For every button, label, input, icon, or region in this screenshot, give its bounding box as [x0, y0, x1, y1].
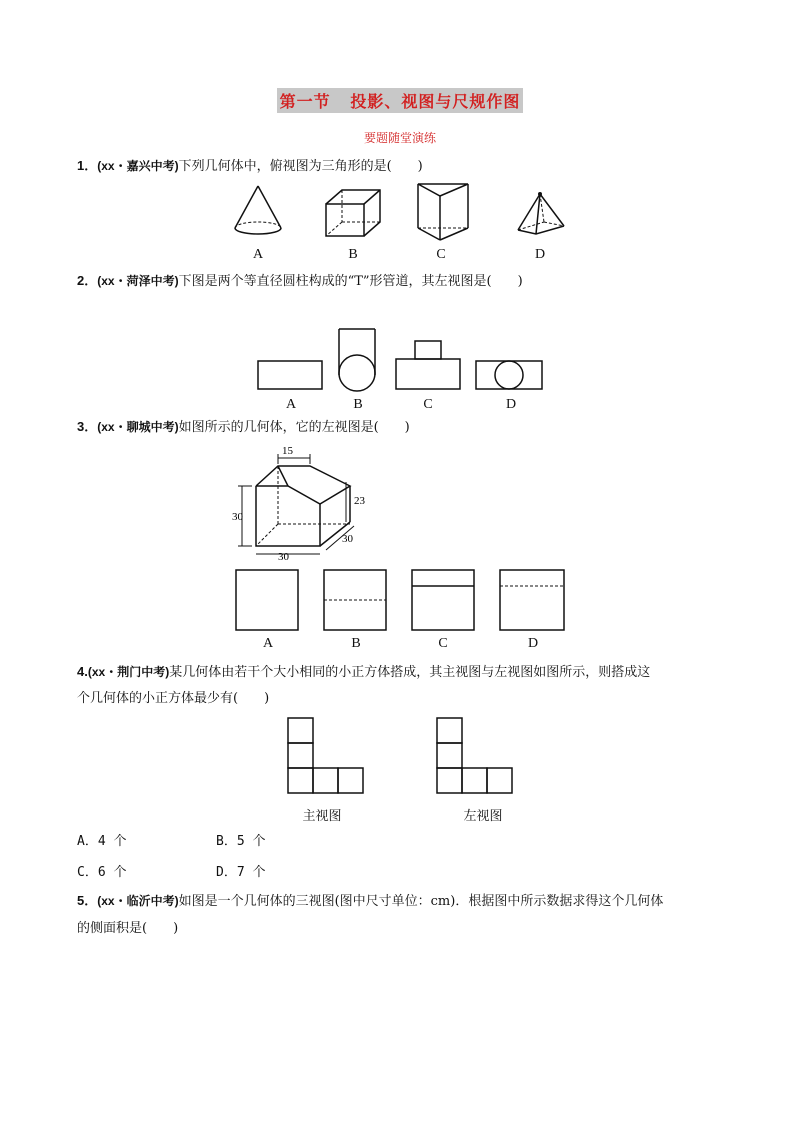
pyramid-figure: [518, 192, 564, 234]
dim-30-width-label: 30: [278, 551, 289, 563]
question-4-source: (xx・荆门中考): [87, 665, 170, 679]
question-2-options: [254, 325, 546, 393]
q4-choice-b[interactable]: B．5 个: [216, 834, 266, 849]
question-2: [77, 271, 523, 292]
page-subtitle: 要题随堂演练: [363, 131, 436, 145]
q1-label-a: A: [252, 247, 264, 262]
question-4-line1: [77, 662, 650, 683]
dim-30-height-label: 30: [232, 511, 243, 523]
question-3-solid: [232, 442, 372, 562]
q3-option-b: [324, 570, 386, 630]
left-view-caption: 左视图: [463, 809, 503, 824]
q4-choice-c[interactable]: C．6 个: [77, 865, 127, 880]
q3-label-c: C: [438, 636, 448, 651]
q2-option-d-shape: [476, 361, 542, 389]
question-1-text: 下列几何体中，俯视图为三角形的是( ): [178, 159, 423, 174]
question-5-text-1: 如图是一个几何体的三视图(图中尺寸单位：cm)．根据图中所示数据求得这个几何体: [178, 894, 664, 909]
left-view-figure: [435, 716, 515, 796]
q2-label-b: B: [353, 397, 363, 412]
q3-label-d: D: [527, 636, 539, 651]
front-view-figure: [286, 716, 366, 796]
question-3-number: 3．: [77, 419, 98, 434]
q2-label-d: D: [505, 397, 517, 412]
page-title: [0, 88, 800, 113]
question-5-line1: [77, 891, 663, 912]
question-2-text: 下图是两个等直径圆柱构成的“T”形管道，其左视图是( ): [178, 274, 523, 289]
q3-label-b: B: [351, 636, 361, 651]
q4-choice-d[interactable]: D．7 个: [216, 865, 266, 880]
question-1: [77, 156, 423, 177]
question-2-source: (xx・菏泽中考): [97, 274, 179, 288]
triangular-prism-figure: [418, 184, 468, 240]
q4-choice-a[interactable]: A．4 个: [77, 834, 127, 849]
question-3: [77, 417, 410, 438]
q2-option-c-shape: [396, 341, 460, 389]
q2-label-a: A: [285, 397, 297, 412]
question-1-number: 1．: [77, 158, 98, 173]
dim-15-label: 15: [282, 445, 293, 457]
dim-30-depth-label: 30: [342, 533, 353, 545]
question-3-source: (xx・聊城中考): [97, 420, 179, 434]
q2-option-b-shape: [339, 329, 375, 391]
question-4-text-2: 个几何体的小正方体最少有( ): [77, 691, 270, 706]
question-5-source: (xx・临沂中考): [97, 894, 179, 908]
section-title-text: 第一节 投影、视图与尺规作图: [277, 88, 524, 113]
q2-label-c: C: [423, 397, 433, 412]
question-5-number: 5．: [77, 893, 98, 908]
q3-option-d: [500, 570, 564, 630]
question-4-text-1: 某几何体由若干个大小相同的小正方体搭成，其主视图与左视图如图所示，则搭成这: [169, 665, 651, 680]
cone-figure: [235, 186, 281, 234]
q3-option-c: [412, 570, 474, 630]
q2-option-a-rect: [258, 361, 322, 389]
dim-23-label: 23: [354, 495, 365, 507]
q1-label-d: D: [534, 247, 546, 262]
q1-label-b: B: [348, 247, 358, 262]
question-4-number: 4.: [77, 664, 88, 679]
q3-label-a: A: [262, 636, 274, 651]
question-3-options: [234, 568, 574, 632]
question-1-source: (xx・嘉兴中考): [97, 159, 179, 173]
cuboid-figure: [326, 190, 380, 236]
q1-label-c: C: [436, 247, 446, 262]
question-1-solids: [230, 182, 580, 244]
front-view-caption: 主视图: [302, 809, 342, 824]
q3-option-a: [236, 570, 298, 630]
question-5-text-2: 的侧面积是( ): [77, 921, 179, 936]
question-2-number: 2．: [77, 273, 98, 288]
question-3-text: 如图所示的几何体，它的左视图是( ): [178, 420, 410, 435]
